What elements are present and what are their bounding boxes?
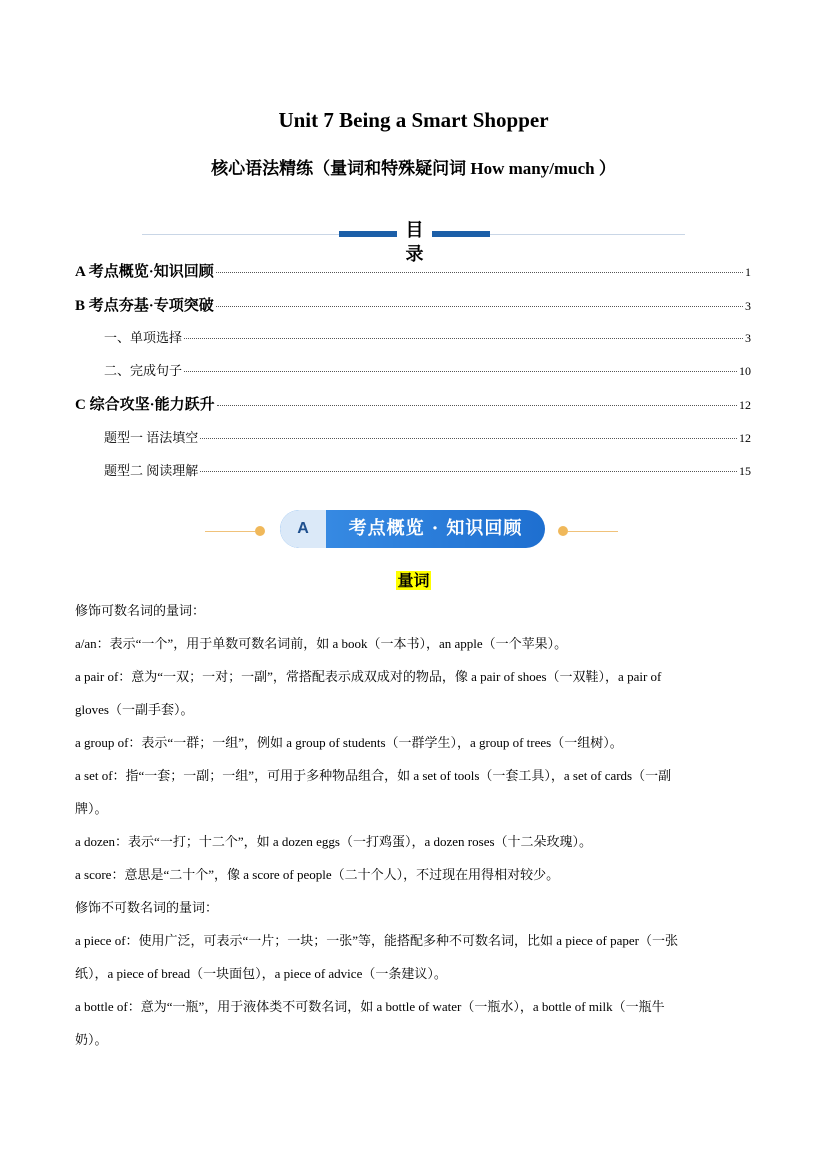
toc-entry-label: 题型一 语法填空 — [104, 430, 199, 445]
toc-entry-page: 12 — [739, 431, 751, 445]
banner-badge: A — [280, 510, 326, 548]
toc-bar-right — [432, 231, 490, 237]
section-heading-highlight: 量词 — [397, 571, 430, 590]
toc-leader-dots — [217, 405, 737, 406]
toc-entry[interactable] — [104, 460, 751, 479]
body-line: a group of：表示“一群；一组”，例如 a group of students（一群学生），a group of trees（一组树）。 — [75, 735, 623, 750]
body-line: a dozen：表示“一打；十二个”，如 a dozen eggs（一打鸡蛋），a dozen roses（十二朵玫瑰）。 — [75, 834, 593, 849]
document-title: Unit 7 Being a Smart Shopper — [278, 108, 549, 132]
document-subtitle: 核心语法精练（量词和特殊疑问词 How many/much ） — [211, 159, 616, 178]
toc-entry[interactable] — [75, 260, 751, 281]
body-line: 牌）。 — [75, 801, 108, 816]
section-a-banner — [0, 508, 827, 552]
toc-entry-label: A 考点概览·知识回顾 — [75, 264, 214, 280]
body-line: 修饰可数名词的量词： — [75, 603, 206, 618]
toc-entry-label: 二、完成句子 — [104, 363, 183, 378]
toc-entry-label: 题型二 阅读理解 — [104, 463, 199, 478]
body-line: a pair of：意为“一双；一对；一副”，常搭配表示成双成对的物品，像 a pair of shoes（一双鞋），a pair of — [75, 669, 662, 684]
toc-heading-label: 目录 — [397, 219, 432, 267]
toc-entry-page: 10 — [739, 364, 751, 378]
toc-entry-page: 12 — [739, 398, 751, 412]
toc-entry[interactable] — [104, 360, 751, 379]
toc-entry-page: 1 — [745, 265, 751, 279]
toc-heading — [142, 219, 685, 265]
toc-leader-dots — [200, 471, 737, 472]
toc-entry-page: 3 — [745, 299, 751, 313]
toc-entry-page: 3 — [745, 331, 751, 345]
toc-bar-left — [339, 231, 397, 237]
toc-entry-page: 15 — [739, 464, 751, 478]
banner-title: 考点概览 · 知识回顾 — [348, 518, 523, 539]
body-line: 奶）。 — [75, 1032, 108, 1047]
banner-dot-left — [255, 526, 265, 536]
body-line: 纸），a piece of bread（一块面包），a piece of advice（一条建议）。 — [75, 966, 447, 981]
toc-leader-dots — [184, 338, 743, 339]
body-line: a piece of：使用广泛，可表示“一片；一块；一张”等，能搭配多种不可数名词，比如 a piece of paper（一张 — [75, 933, 678, 948]
body-line: a/an：表示“一个”，用于单数可数名词前，如 a book（一本书），an apple（一个苹果）。 — [75, 636, 568, 651]
body-line: a set of：指“一套；一副；一组”，可用于多种物品组合，如 a set of tools（一套工具），a set of cards（一副 — [75, 768, 672, 783]
toc-entry[interactable] — [75, 294, 751, 315]
toc-leader-dots — [200, 438, 737, 439]
toc-entry[interactable] — [104, 427, 751, 446]
body-line: a bottle of：意为“一瓶”，用于液体类不可数名词，如 a bottle of water（一瓶水），a bottle of milk（一瓶牛 — [75, 999, 665, 1014]
toc-entry-label: C 综合攻坚·能力跃升 — [75, 397, 215, 413]
toc-entry[interactable] — [104, 327, 751, 346]
toc-entry-label: 一、单项选择 — [104, 330, 183, 345]
toc-leader-dots — [184, 371, 737, 372]
banner-wing-left — [205, 531, 255, 532]
banner-pill — [280, 510, 545, 548]
toc-entry-label: B 考点夯基·专项突破 — [75, 298, 214, 314]
toc-leader-dots — [216, 272, 743, 273]
body-line: gloves（一副手套）。 — [75, 702, 194, 717]
toc-leader-dots — [216, 306, 743, 307]
toc-entry[interactable] — [75, 393, 751, 414]
section-heading — [0, 568, 827, 591]
section-body — [75, 594, 755, 1056]
banner-wing-right — [568, 531, 618, 532]
body-line: 修饰不可数名词的量词： — [75, 900, 219, 915]
banner-dot-right — [558, 526, 568, 536]
body-line: a score：意思是“二十个”，像 a score of people（二十个人），不过现在用得相对较少。 — [75, 867, 560, 882]
